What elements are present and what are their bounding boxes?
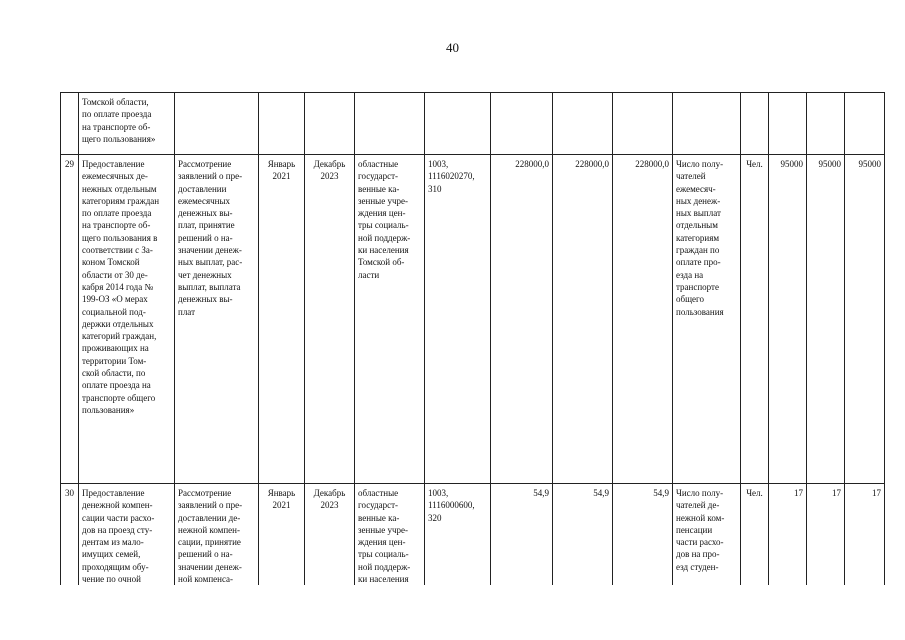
- cell-budget-code: 1003, 1116000600, 320: [425, 484, 491, 586]
- cell-activity-name: Предоставление денежной компен- сации части расхо- дов на проезд сту- дентам из мало- имущих семей, проходящим обу- чение по очной: [79, 484, 175, 586]
- table-row: [61, 93, 885, 155]
- cell-start: Январь 2021: [259, 484, 305, 586]
- cell-target-3: [845, 93, 885, 155]
- cell-unit: Чел.: [741, 155, 769, 484]
- cell-indicator: [673, 93, 741, 155]
- cell-executor: областные государст- венные ка- зенные учре- ждения цен- тры социаль- ной поддерж- ки населения: [355, 484, 425, 586]
- cell-indicator: Число полу- чателей ежемесяч- ных денеж- ных выплат отдельным категориям граждан по оплате про- езда на транспорте общего пользования: [673, 155, 741, 484]
- cell-target-2: 95000: [807, 155, 845, 484]
- cell-activity-name: Предоставление ежемесячных де- нежных отдельным категориям граждан по оплате проезда на транспорте об- щего пользования в соответствии с За- коном Томской области от 30 де- кабря 2014 года № 199-ОЗ «О мерах социальной под- держки отдельных категорий граждан, проживающих на территории Том- ской области, по оплате проезда на транспорте общего пользования»: [79, 155, 175, 484]
- cell-end: [305, 93, 355, 155]
- cell-value-1: 228000,0: [491, 155, 553, 484]
- cell-budget-code: 1003, 1116020270, 310: [425, 155, 491, 484]
- cell-number: 29: [61, 155, 79, 484]
- cell-unit: [741, 93, 769, 155]
- cell-start: Январь 2021: [259, 155, 305, 484]
- cell-target-1: 17: [769, 484, 807, 586]
- cell-event: Рассмотрение заявлений о пре- доставлении де- нежной компен- сации, принятие решений о на- значении денеж- ной компенса-: [175, 484, 259, 586]
- table-row: [61, 484, 885, 586]
- cell-event: [175, 93, 259, 155]
- cell-target-1: [769, 93, 807, 155]
- cell-target-3: 95000: [845, 155, 885, 484]
- table-row: [61, 155, 885, 484]
- cell-target-2: [807, 93, 845, 155]
- cell-value-1: [491, 93, 553, 155]
- cell-target-2: 17: [807, 484, 845, 586]
- cell-unit: Чел.: [741, 484, 769, 586]
- cell-executor: областные государст- венные ка- зенные учре- ждения цен- тры социаль- ной поддерж- ки населения Томской об- ласти: [355, 155, 425, 484]
- cell-activity-name: Томской области, по оплате проезда на транспорте об- щего пользования»: [79, 93, 175, 155]
- cell-indicator: Число полу- чателей де- нежной ком- пенсации части расхо- дов на про- езд студен-: [673, 484, 741, 586]
- cell-value-2: 54,9: [553, 484, 613, 586]
- cell-value-1: 54,9: [491, 484, 553, 586]
- cell-value-3: 228000,0: [613, 155, 673, 484]
- cell-executor: [355, 93, 425, 155]
- cell-value-3: 54,9: [613, 484, 673, 586]
- cell-start: [259, 93, 305, 155]
- page-number: 40: [446, 40, 459, 55]
- cell-budget-code: [425, 93, 491, 155]
- cell-end: Декабрь 2023: [305, 155, 355, 484]
- cell-event: Рассмотрение заявлений о пре- доставлении ежемесячных денежных вы- плат, принятие решений о на- значении денеж- ных выплат, рас- чет денежных выплат, выплата денежных вы- плат: [175, 155, 259, 484]
- program-table: [60, 92, 885, 585]
- cell-end: Декабрь 2023: [305, 484, 355, 586]
- cell-value-3: [613, 93, 673, 155]
- cell-value-2: [553, 93, 613, 155]
- cell-value-2: 228000,0: [553, 155, 613, 484]
- cell-number: 30: [61, 484, 79, 586]
- cell-target-1: 95000: [769, 155, 807, 484]
- cell-number: [61, 93, 79, 155]
- cell-target-3: 17: [845, 484, 885, 586]
